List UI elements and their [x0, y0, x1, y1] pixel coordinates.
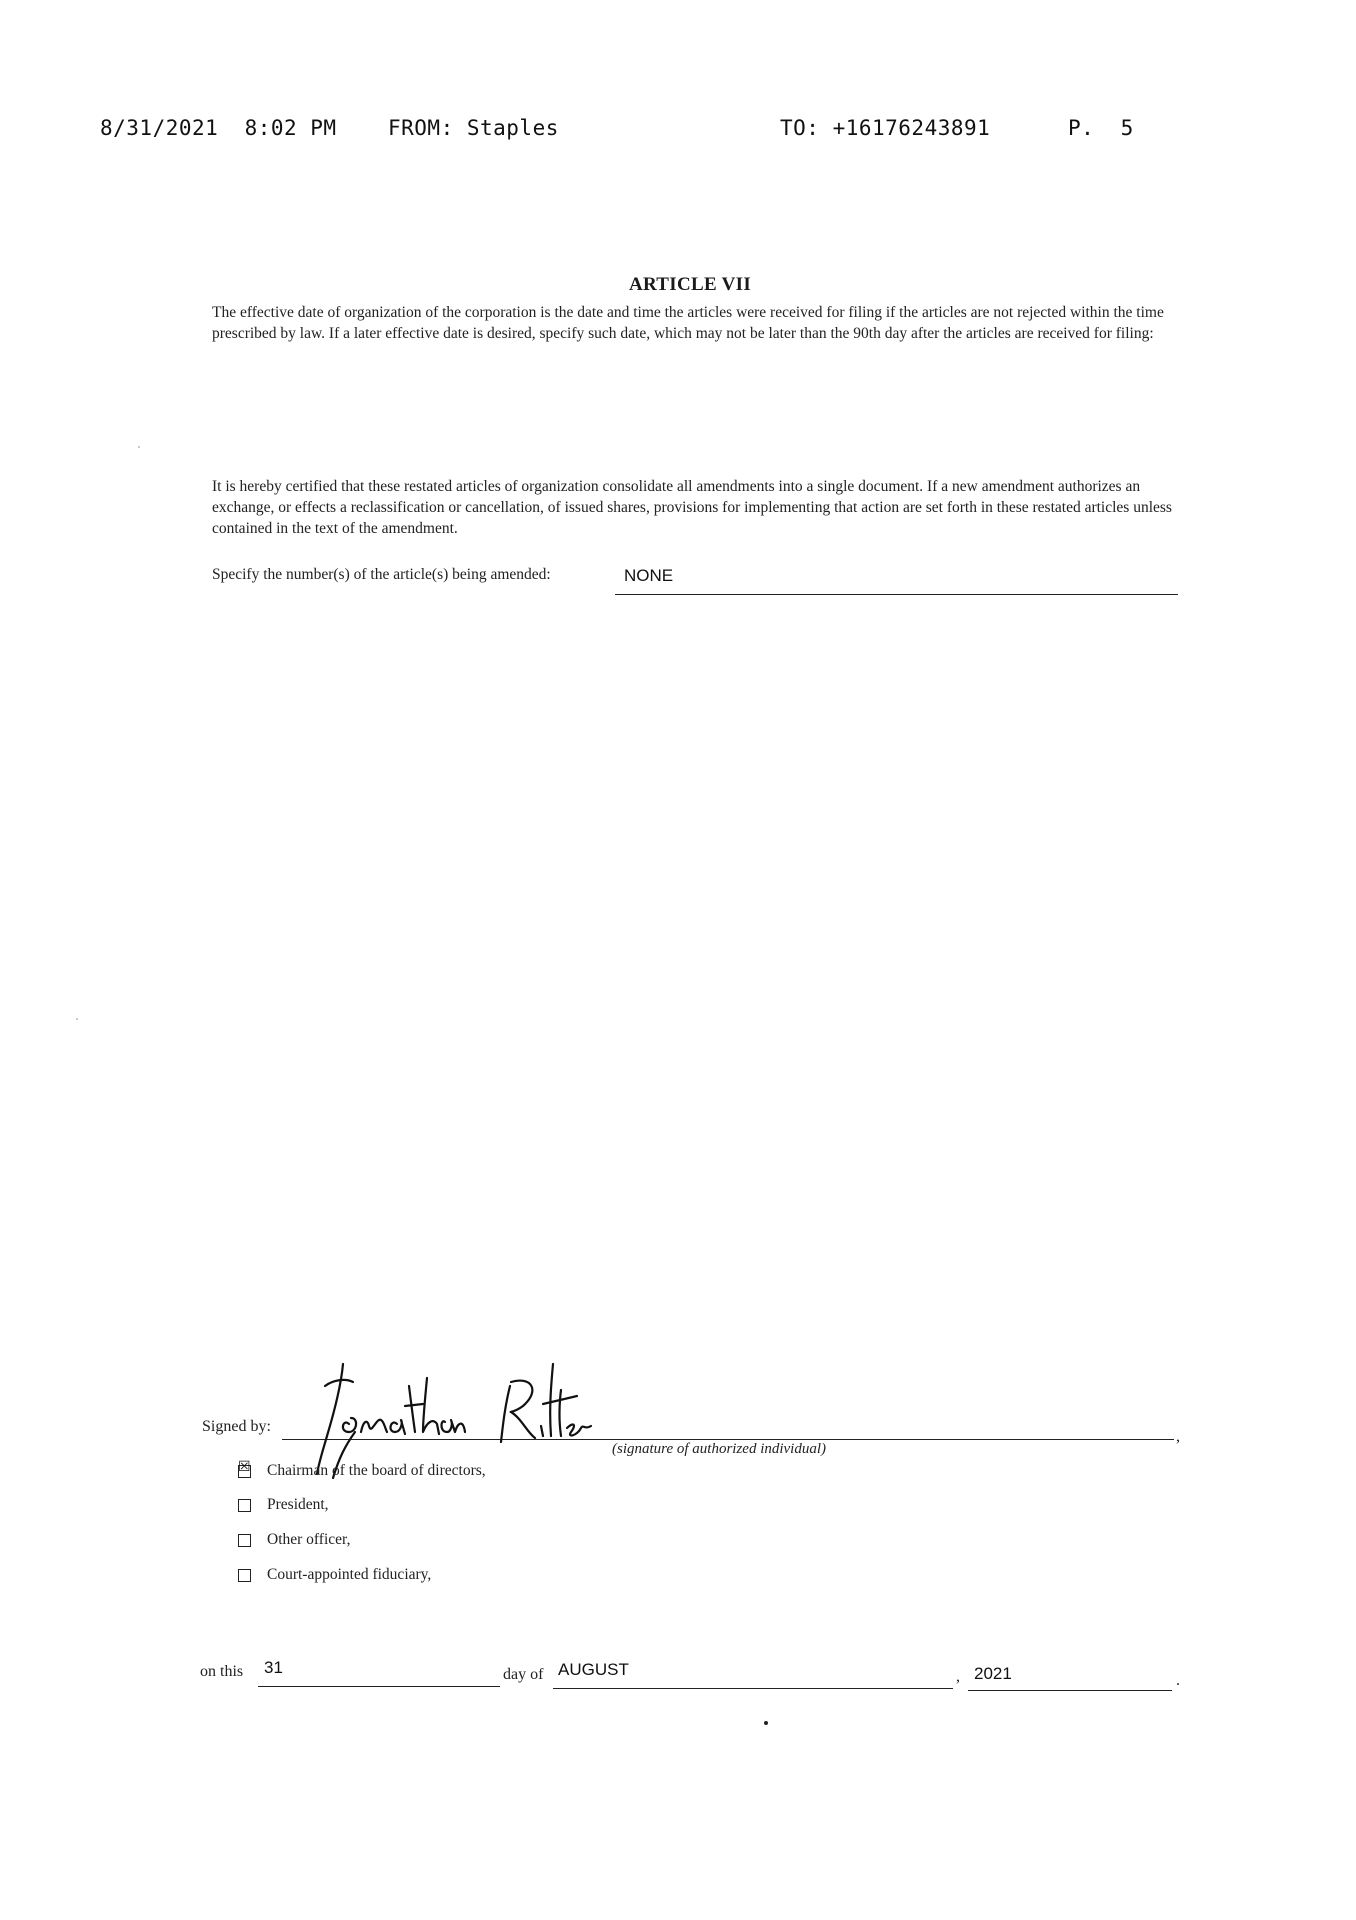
signed-by-label: Signed by: — [202, 1418, 271, 1435]
effective-date-paragraph: The effective date of organization of the corporation is the date and time the articles were received for filing if the articles are not rejected within the time prescribed by law. If a later effective date is desired, specify such date, which may not be later than the 90th day after the articles are received for filing: — [212, 304, 1164, 342]
checkbox-label-chairman: Chairman of the board of directors, — [267, 1462, 486, 1479]
scan-speck — [764, 1721, 768, 1725]
article-title: ARTICLE VII — [628, 274, 752, 295]
year-line — [968, 1690, 1172, 1691]
amended-articles-value[interactable]: NONE — [624, 566, 674, 585]
checkbox-row-chairman[interactable] — [238, 1458, 486, 1480]
fax-to: TO: +16176243891 — [780, 116, 991, 140]
checkbox-label-other-officer: Other officer, — [267, 1531, 351, 1548]
date-period: . — [1176, 1672, 1180, 1689]
date-day-of-label: day of — [503, 1666, 544, 1683]
fax-from: FROM: Staples — [388, 116, 559, 140]
month-value[interactable]: AUGUST — [558, 1660, 629, 1679]
signature-line-comma: , — [1176, 1428, 1180, 1445]
checkbox-chairman[interactable] — [238, 1458, 251, 1478]
checkbox-row-president[interactable] — [238, 1496, 329, 1514]
date-on-this-label: on this — [200, 1663, 244, 1680]
date-comma: , — [956, 1668, 960, 1685]
day-line — [258, 1686, 500, 1687]
amended-articles-label: Specify the number(s) of the article(s) being amended: — [212, 566, 551, 583]
fax-page-number: P. 5 — [1068, 116, 1134, 140]
checkbox-other-officer[interactable] — [238, 1534, 251, 1547]
day-value[interactable]: 31 — [264, 1658, 283, 1677]
year-value[interactable]: 2021 — [974, 1664, 1012, 1683]
checkbox-label-fiduciary: Court-appointed fiduciary, — [267, 1566, 432, 1583]
checkbox-row-fiduciary[interactable] — [238, 1566, 431, 1584]
checkbox-row-other-officer[interactable] — [238, 1531, 350, 1549]
signature-caption: (signature of authorized individual) — [612, 1441, 827, 1457]
certification-paragraph: It is hereby certified that these restated articles of organization consolidate all amendments into a single document. If a new amendment authorizes an exchange, or effects a reclassification or cancellation, of issued shares, provisions for implementing that action are set forth in these restated articles unless contained in the text of the amendment. — [212, 478, 1172, 537]
month-line — [553, 1688, 953, 1689]
scan-speck — [76, 1018, 78, 1020]
checkbox-checked-icon: ☒ — [238, 1458, 251, 1475]
article-title-wrapper — [0, 274, 1356, 296]
checkbox-label-president: President, — [267, 1496, 329, 1513]
fax-datetime: 8/31/2021 8:02 PM — [100, 116, 337, 140]
scan-speck — [138, 446, 140, 448]
checkbox-fiduciary[interactable] — [238, 1569, 251, 1582]
checkbox-president[interactable] — [238, 1499, 251, 1512]
amended-articles-line — [615, 594, 1178, 595]
